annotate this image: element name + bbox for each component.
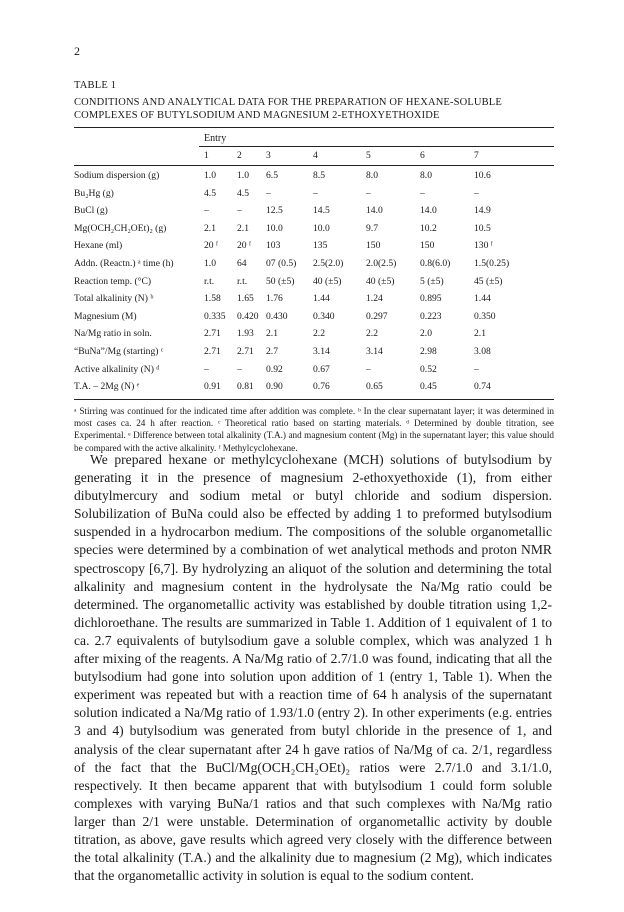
table-cell: 10.2	[420, 222, 437, 234]
table-cell: 12.5	[266, 205, 283, 217]
table-cell: r.t.	[237, 275, 248, 287]
table-cell: 2.0	[420, 328, 432, 340]
row-label: Reaction temp. (°C)	[74, 275, 152, 287]
table-cell: –	[366, 187, 371, 199]
table-cell: 1.44	[474, 293, 491, 305]
table-cell: 20 ᶠ	[204, 240, 218, 252]
table-cell: 0.420	[237, 310, 259, 322]
table-cell: –	[204, 363, 209, 375]
table-caption: CONDITIONS AND ANALYTICAL DATA FOR THE PREPARATION OF HEXANE-SOLUBLE COMPLEXES OF BUTYLSODIUM AND MAGNESIUM 2-ETHOXYETHOXIDE	[74, 97, 502, 121]
table-cell: 0.90	[266, 381, 283, 393]
table-cell: 0.340	[313, 310, 335, 322]
table-cell: 6.5	[266, 170, 278, 181]
table-cell: 0.223	[420, 310, 442, 322]
row-label: “BuNa”/Mg (starting) ᶜ	[74, 346, 164, 357]
table-cell: 8.0	[366, 170, 378, 181]
table-cell: 50 (±5)	[266, 275, 295, 287]
row-label: Magnesium (M)	[74, 310, 137, 322]
table-cell: 10.6	[474, 170, 491, 181]
table-cell: 0.52	[420, 363, 437, 375]
table-cell: 1.76	[266, 293, 283, 305]
table-cell: –	[420, 187, 425, 199]
table-cell: 8.0	[420, 170, 432, 181]
row-label: Active alkalinity (N) ᵈ	[74, 363, 160, 375]
row-label: Total alkalinity (N) ᵇ	[74, 293, 154, 305]
row-label: Addn. (Reactn.) ᵃ time (h)	[74, 258, 174, 269]
table-cell: 1.24	[366, 293, 383, 305]
table-cell: 2.2	[366, 328, 378, 340]
table-cell: 0.350	[474, 310, 496, 322]
table-cell: 14.0	[366, 205, 383, 217]
table-cell: 3.14	[313, 346, 330, 357]
table-cell: 150	[366, 240, 381, 252]
column-header: 7	[474, 150, 479, 161]
row-label: Na/Mg ratio in soln.	[74, 328, 152, 340]
body-text	[74, 451, 552, 885]
table-cell: 130 ᶠ	[474, 240, 493, 252]
table-cell: 0.45	[420, 381, 437, 393]
table-cell: –	[474, 187, 479, 199]
table-cell: –	[204, 205, 209, 217]
row-label: BuCl (g)	[74, 205, 108, 217]
table-cell: 150	[420, 240, 435, 252]
table-cell: 1.0	[237, 170, 249, 181]
table-cell: 2.71	[204, 346, 221, 357]
table-cell: –	[474, 363, 479, 375]
table-cell: 0.81	[237, 381, 254, 393]
table-cell: 1.5(0.25)	[474, 258, 510, 269]
table-cell: 103	[266, 240, 281, 252]
column-header: 3	[266, 150, 271, 161]
entry-header: Entry	[204, 133, 227, 144]
table-cell: 1.44	[313, 293, 330, 305]
table-cell: 07 (0.5)	[266, 258, 297, 269]
table-cell: 2.7	[266, 346, 278, 357]
table-cell: 9.7	[366, 222, 378, 234]
table-cell: 4.5	[237, 187, 249, 199]
table-label: TABLE 1	[74, 80, 117, 91]
table-cell: r.t.	[204, 275, 215, 287]
table-cell: –	[313, 187, 318, 199]
table-cell: 2.2	[313, 328, 325, 340]
table-cell: 1.0	[204, 170, 216, 181]
entry-underline	[199, 146, 554, 147]
table-cell: 20 ᶠ	[237, 240, 251, 252]
table-cell: 8.5	[313, 170, 325, 181]
body-paragraph: We prepared hexane or methylcyclohexane (MCH) solutions of butylsodium by generating it in the presence of magnesium 2-ethoxyethoxide (1), from either dibutylmercury and sodium metal or butyl chloride and sodium dispersion. Solubilization of BuNa could also be effected by adding 1 to preformed butylsodium suspended in a hydrocarbon medium. The compositions of the soluble organometallic species were determined by a combination of wet analytical methods and proton NMR spectroscopy [6,7]. By hydrolyzing an aliquot of the solution and determining the total alkalinity and magnesium content in the hydrolysate the Na/Mg ratio could be determined. The organometallic activity was established by double titration using 1,2-dichloroethane. The results are summarized in Table 1. Addition of 1 equivalent of 1 to ca. 2.7 equivalents of butylsodium gave a soluble complex, which was analyzed 1 h after mixing of the reagents. A Na/Mg ratio of 2.7/1.0 was found, indicating that all the butylsodium had gone into solution upon addition of 1 (entry 1, Table 1). When the experiment was repeated but with a reaction time of 64 h analysis of the supernatant solution indicated a Na/Mg ratio of 1.93/1.0 (entry 2). In other experiments (e.g. entries 3 and 4) butylsodium was generated from butyl chloride in the presence of 1, and analysis of the clear supernatant after 24 h gave ratios of Na/Mg of ca. 2/1, regardless of the fact that the BuCl/Mg(OCH₂CH₂OEt)₂ ratios were 2.7/1.0 and 3.1/1.0, respectively. It then became apparent that with butylsodium 1 could form soluble complexes with varying BuNa/1 ratios and that such complexes with Na/Mg ratio larger than 2/1 were unstable. Determination of organometallic activity by double titration, as above, gave results which agreed very closely with the difference between the total alkalinity (T.A.) and the alkalinity due to magnesium (2 Mg), which indicates that the organometallic activity in solution is equal to the sodium content.	[74, 452, 552, 884]
table-cell: 0.67	[313, 363, 330, 375]
table-cell: 1.58	[204, 293, 221, 305]
page-number: 2	[74, 44, 80, 58]
table-cell: –	[237, 205, 242, 217]
table-cell: 2.71	[237, 346, 254, 357]
table-cell: 0.8(6.0)	[420, 258, 451, 269]
row-label: T.A. – 2Mg (N) ᵉ	[74, 381, 140, 393]
table-footnotes: ᵃ Stirring was continued for the indicated time after addition was complete. ᵇ In the clear supernatant layer; it was determined in most cases ca. 24 h after reaction. ᶜ Theoretical ratio based on starting materials. ᵈ Determined by double titration, see Experimental. ᵉ Difference between total alkalinity (T.A.) and magnesium content (Mg) in the supernatant layer; this value should be compared with the active alkalinity. ᶠ Methylcyclohexane.	[74, 406, 554, 453]
table-cell: 0.76	[313, 381, 330, 393]
table-cell: 0.335	[204, 310, 226, 322]
column-header: 2	[237, 150, 242, 161]
table-cell: –	[266, 187, 271, 199]
header-rule	[74, 165, 554, 166]
table-cell: 135	[313, 240, 328, 252]
row-label: Hexane (ml)	[74, 240, 123, 252]
table-bottom-rule	[74, 399, 554, 400]
table-cell: 3.08	[474, 346, 491, 357]
table-cell: 14.9	[474, 205, 491, 217]
table-cell: 0.895	[420, 293, 442, 305]
row-label: Sodium dispersion (g)	[74, 170, 160, 181]
table-cell: –	[366, 363, 371, 375]
table-cell: 10.5	[474, 222, 491, 234]
table-cell: 2.5(2.0)	[313, 258, 344, 269]
table-cell: 2.98	[420, 346, 437, 357]
column-header: 6	[420, 150, 425, 161]
column-header: 1	[204, 150, 209, 161]
table-cell: 14.0	[420, 205, 437, 217]
table-cell: 1.0	[204, 258, 216, 269]
table-cell: 2.1	[237, 222, 249, 234]
column-header: 4	[313, 150, 318, 161]
row-label: Bu₂Hg (g)	[74, 187, 114, 199]
table-top-rule	[74, 127, 554, 128]
table-cell: 2.1	[204, 222, 216, 234]
table-cell: 10.0	[266, 222, 283, 234]
table-cell: 0.91	[204, 381, 221, 393]
table-cell: 1.93	[237, 328, 254, 340]
table-cell: 2.71	[204, 328, 221, 340]
table-cell: 64	[237, 258, 247, 269]
table-cell: 45 (±5)	[474, 275, 503, 287]
column-header: 5	[366, 150, 371, 161]
table-cell: 0.92	[266, 363, 283, 375]
table-cell: 4.5	[204, 187, 216, 199]
table-cell: 0.297	[366, 310, 388, 322]
table-cell: 5 (±5)	[420, 275, 444, 287]
table-cell: 10.0	[313, 222, 330, 234]
table-cell: 1.65	[237, 293, 254, 305]
row-label: Mg(OCH₂CH₂OEt)₂ (g)	[74, 222, 167, 234]
table-cell: 2.1	[474, 328, 486, 340]
table-cell: 40 (±5)	[366, 275, 395, 287]
table-cell: 0.74	[474, 381, 491, 393]
table-cell: 2.0(2.5)	[366, 258, 397, 269]
table-cell: 3.14	[366, 346, 383, 357]
table-cell: –	[237, 363, 242, 375]
table-cell: 0.65	[366, 381, 383, 393]
table-cell: 2.1	[266, 328, 278, 340]
table-cell: 40 (±5)	[313, 275, 342, 287]
table-cell: 0.430	[266, 310, 288, 322]
table-cell: 14.5	[313, 205, 330, 217]
